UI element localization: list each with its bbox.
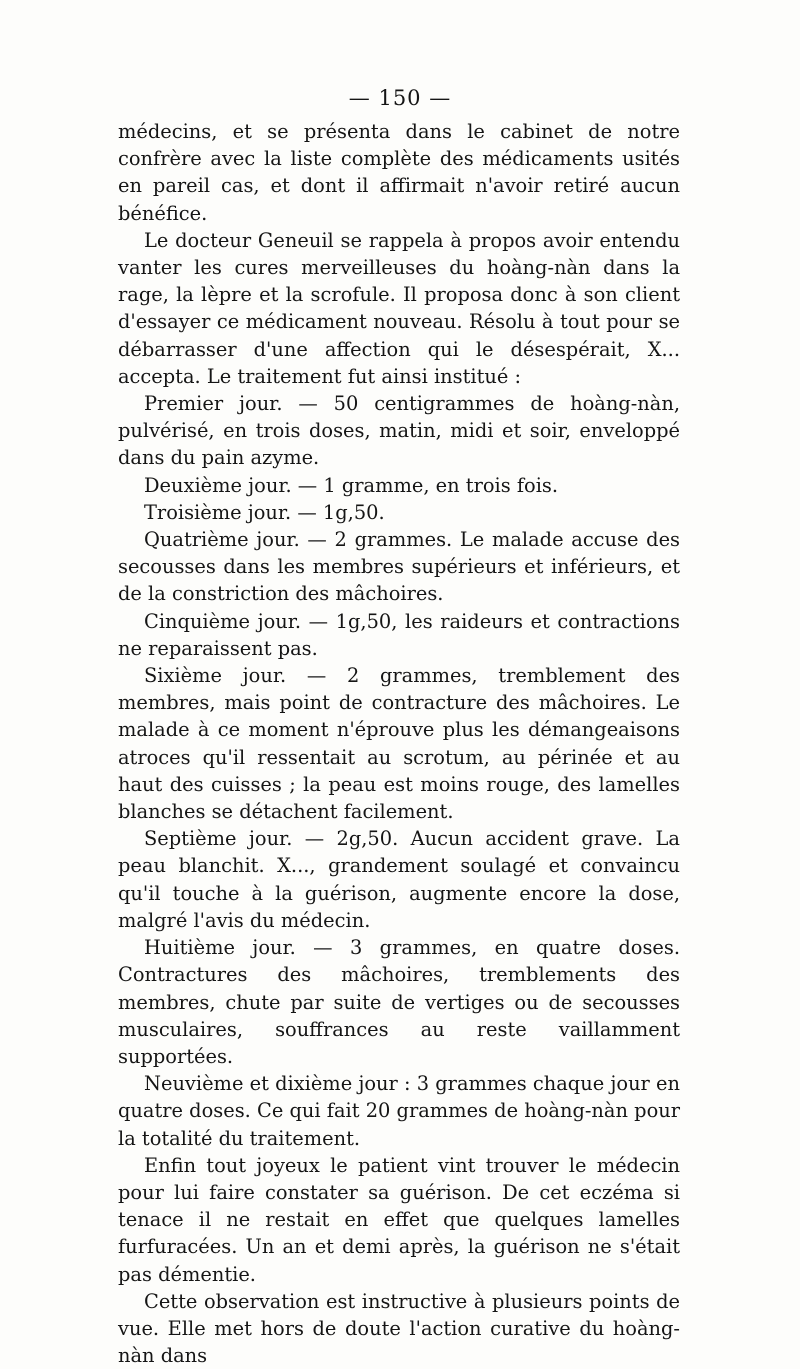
page-number: — 150 — [348,86,452,110]
paragraph-continuation: médecins, et se présenta dans le cabinet de notre confrère avec la liste complète des médicaments usités en pareil cas, et dont il affirmait n'avoir retiré aucun bénéfice. [118,120,680,225]
paragraph-day-7: Septième jour. — 2g,50. Aucun accident grave. La peau blanchit. X..., grandement soulagé et convaincu qu'il touche à la guérison, augmente encore la dose, malgré l'avis du médecin. [118,827,680,932]
paragraph-day-4: Quatrième jour. — 2 grammes. Le malade accuse des secousses dans les membres supérieurs et inférieurs, et de la constriction des mâchoires. [118,528,680,606]
paragraph-day-3: Troisième jour. — 1g,50. [144,500,385,524]
paragraph-day-2: Deuxième jour. — 1 gramme, en trois fois. [144,473,559,497]
paragraph-day-5: Cinquième jour. — 1g,50, les raideurs et contractions ne reparaissent pas. [118,609,680,660]
paragraph: Enfin tout joyeux le patient vint trouver le médecin pour lui faire constater sa guérison. De cet eczéma si tenace il ne restait en effet que quelques lamelles furfuracées. Un an et demi après, la guérison ne s'était pas démentie. [118,1153,680,1286]
paragraph-day-9-10: Neuvième et dixième jour : 3 grammes chaque jour en quatre doses. Ce qui fait 20 grammes de hoàng-nàn pour la totalité du traitement. [118,1072,680,1150]
paragraph-day-6: Sixième jour. — 2 grammes, tremblement des membres, mais point de contracture des mâchoires. Le malade à ce moment n'éprouve plus les démangeaisons atroces qu'il ressentait au scrotum, au périnée et au haut des cuisses ; la peau est moins rouge, des lamelles blanches se détachent facilement. [118,664,680,824]
paragraph-day-1: Premier jour. — 50 centigrammes de hoàng-nàn, pulvérisé, en trois doses, matin, midi et soir, enveloppé dans du pain azyme. [118,392,680,470]
paragraph: Cette observation est instructive à plusieurs points de vue. Elle met hors de doute l'action curative du hoàng-nàn dans [118,1289,680,1368]
paragraph: Le docteur Geneuil se rappela à propos avoir entendu vanter les cures merveilleuses du hoàng-nàn dans la rage, la lèpre et la scrofule. Il proposa donc à son client d'essayer ce médicament nouveau. Résolu à tout pour se débarrasser d'une affection qui le désespérait, X... accepta. Le traitement fut ainsi institué : [118,228,680,388]
body-text [118,118,680,1369]
paragraph-day-8: Huitième jour. — 3 grammes, en quatre doses. Contractures des mâchoires, tremblements des membres, chute par suite de vertiges ou de secousses musculaires, souffrances au reste vaillamment supportées. [118,936,680,1068]
